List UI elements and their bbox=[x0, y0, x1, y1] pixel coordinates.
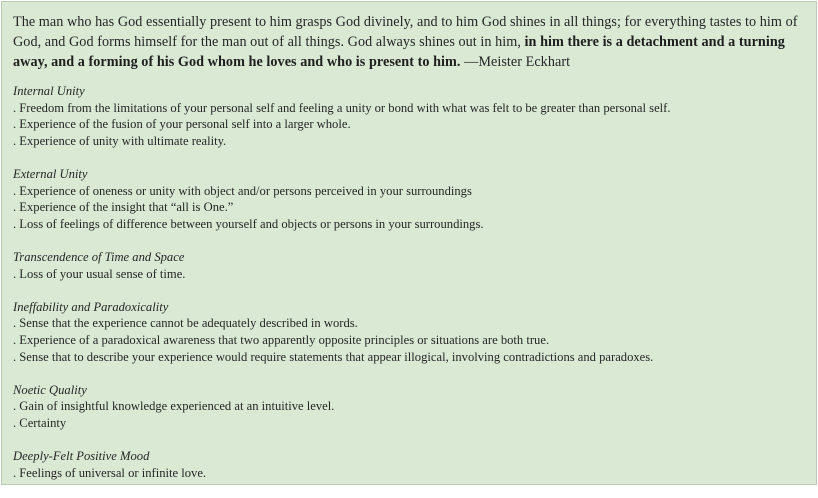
section-heading: Transcendence of Time and Space bbox=[13, 249, 185, 264]
section-heading: Internal Unity bbox=[13, 84, 85, 98]
section-heading: Noetic Quality bbox=[13, 382, 87, 397]
criteria-item: . Loss of your usual sense of time. bbox=[13, 266, 186, 281]
criteria-item: . Experience of the fusion of your personal self into a larger whole. bbox=[13, 117, 351, 132]
criteria-item: . Experience of a paradoxical awareness that two apparently opposite principles or situations are both true. bbox=[13, 332, 550, 347]
section-heading: Ineffability and Paradoxicality bbox=[13, 299, 169, 314]
eckhart-quote bbox=[13, 12, 813, 72]
criteria-item: . Loss of feelings of difference between yourself and objects or persons in your surroundings. bbox=[13, 216, 484, 231]
criteria-item: . Freedom from the limitations of your personal self and feeling a unity or bond with what was felt to be greater than personal self. bbox=[13, 100, 671, 115]
criteria-section bbox=[13, 83, 813, 149]
criteria-item: . Feelings of universal or infinite love. bbox=[13, 465, 207, 480]
quote-panel bbox=[1, 1, 817, 485]
criteria-section bbox=[13, 166, 813, 232]
criteria-item: . Sense that the experience cannot be adequately described in words. bbox=[13, 316, 358, 331]
section-heading: Deeply-Felt Positive Mood bbox=[13, 449, 150, 464]
criteria-item: . Certainty bbox=[13, 415, 67, 430]
quote-attribution: —Meister Eckhart bbox=[460, 54, 571, 70]
criteria-section bbox=[13, 299, 813, 365]
criteria-item: . Sense that to describe your experience would require statements that appear illogical, involving contradictions and paradoxes. bbox=[13, 349, 654, 364]
criteria-item: . Gain of insightful knowledge experienced at an intuitive level. bbox=[13, 399, 335, 414]
criteria-section bbox=[13, 382, 813, 432]
quote-text: The man who has God essentially present to him grasps God divinely, and to him God shines in all things; for everything tastes to him of God, and God forms himself for the man out of all things. God always shines out in him, bbox=[13, 14, 798, 50]
quote-bold-text: in him there is a detachment and a turning away, and a forming of his God whom he loves and who is present to him. bbox=[13, 34, 785, 70]
experience-criteria-list bbox=[13, 83, 813, 498]
criteria-item: . Experience of unity with ultimate reality. bbox=[13, 133, 227, 148]
criteria-item: . Experience of the insight that “all is One.” bbox=[13, 200, 234, 215]
criteria-section bbox=[13, 448, 813, 481]
section-heading: External Unity bbox=[13, 166, 88, 181]
criteria-item: . Experience of oneness or unity with object and/or persons perceived in your surroundings bbox=[13, 183, 472, 198]
criteria-section bbox=[13, 249, 813, 282]
